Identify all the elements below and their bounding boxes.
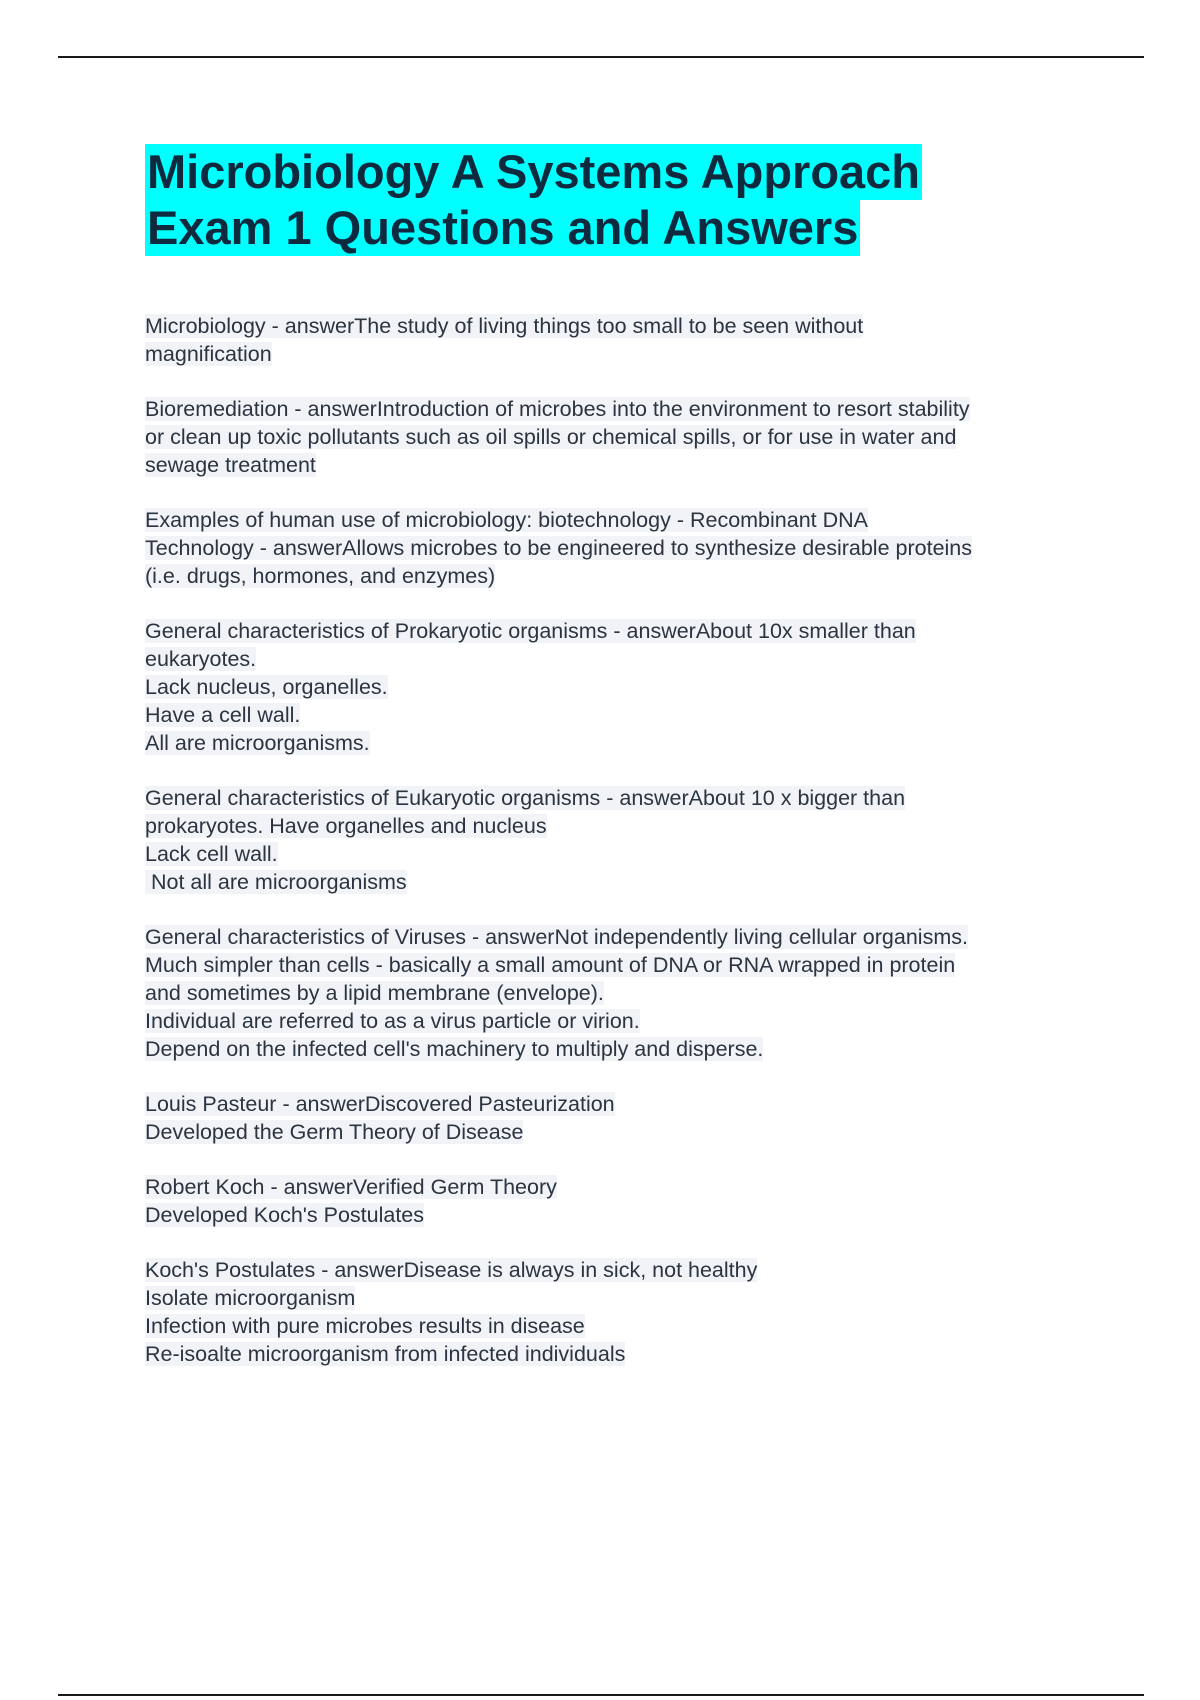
qa-entry-viruses [145, 923, 1085, 1063]
qa-line: Re-isoalte microorganism from infected individuals [145, 1342, 626, 1366]
qa-line: Examples of human use of microbiology: biotechnology - Recombinant DNA [145, 508, 869, 532]
qa-line: eukaryotes. [145, 647, 257, 671]
qa-line: Not all are microorganisms [145, 870, 407, 894]
qa-line: General characteristics of Prokaryotic organisms - answerAbout 10x smaller than [145, 619, 916, 643]
qa-line: Infection with pure microbes results in disease [145, 1314, 585, 1338]
qa-line: prokaryotes. Have organelles and nucleus [145, 814, 547, 838]
qa-line: Lack cell wall. [145, 842, 278, 866]
qa-entry-eukaryotic [145, 784, 1085, 896]
qa-entry-bioremediation [145, 395, 1085, 479]
document-title [145, 144, 1105, 256]
qa-line: Isolate microorganism [145, 1286, 356, 1310]
qa-line: magnification [145, 342, 272, 366]
qa-entry-robert-koch [145, 1173, 1085, 1229]
qa-entry-kochs-postulates [145, 1256, 1085, 1368]
qa-line: and sometimes by a lipid membrane (envelope). [145, 981, 604, 1005]
qa-line: Lack nucleus, organelles. [145, 675, 388, 699]
qa-line: Koch's Postulates - answerDisease is always in sick, not healthy [145, 1258, 758, 1282]
qa-line: General characteristics of Viruses - answerNot independently living cellular organisms. [145, 925, 968, 949]
qa-line: Developed the Germ Theory of Disease [145, 1120, 524, 1144]
qa-entry-recombinant-dna [145, 506, 1085, 590]
qa-line: Developed Koch's Postulates [145, 1203, 424, 1227]
qa-list [145, 312, 1085, 1395]
page-top-rule [58, 56, 1144, 58]
page-bottom-rule [58, 1694, 1144, 1696]
qa-line: or clean up toxic pollutants such as oil spills or chemical spills, or for use in water and [145, 425, 957, 449]
qa-line: Louis Pasteur - answerDiscovered Pasteurization [145, 1092, 615, 1116]
qa-line: Much simpler than cells - basically a small amount of DNA or RNA wrapped in protein [145, 953, 956, 977]
title-line-2: Exam 1 Questions and Answers [147, 201, 859, 254]
qa-line: Technology - answerAllows microbes to be engineered to synthesize desirable proteins [145, 536, 973, 560]
qa-line: General characteristics of Eukaryotic organisms - answerAbout 10 x bigger than [145, 786, 906, 810]
qa-line: (i.e. drugs, hormones, and enzymes) [145, 564, 496, 588]
qa-line: Bioremediation - answerIntroduction of microbes into the environment to resort stability [145, 397, 970, 421]
qa-line: Depend on the infected cell's machinery to multiply and disperse. [145, 1037, 764, 1061]
qa-line: All are microorganisms. [145, 731, 370, 755]
qa-entry-louis-pasteur [145, 1090, 1085, 1146]
qa-line: sewage treatment [145, 453, 316, 477]
qa-line: Microbiology - answerThe study of living things too small to be seen without [145, 314, 864, 338]
title-line-1: Microbiology A Systems Approach [147, 145, 921, 198]
qa-line: Have a cell wall. [145, 703, 301, 727]
qa-line: Robert Koch - answerVerified Germ Theory [145, 1175, 557, 1199]
qa-line: Individual are referred to as a virus particle or virion. [145, 1009, 640, 1033]
qa-entry-microbiology [145, 312, 1085, 368]
qa-entry-prokaryotic [145, 617, 1085, 757]
